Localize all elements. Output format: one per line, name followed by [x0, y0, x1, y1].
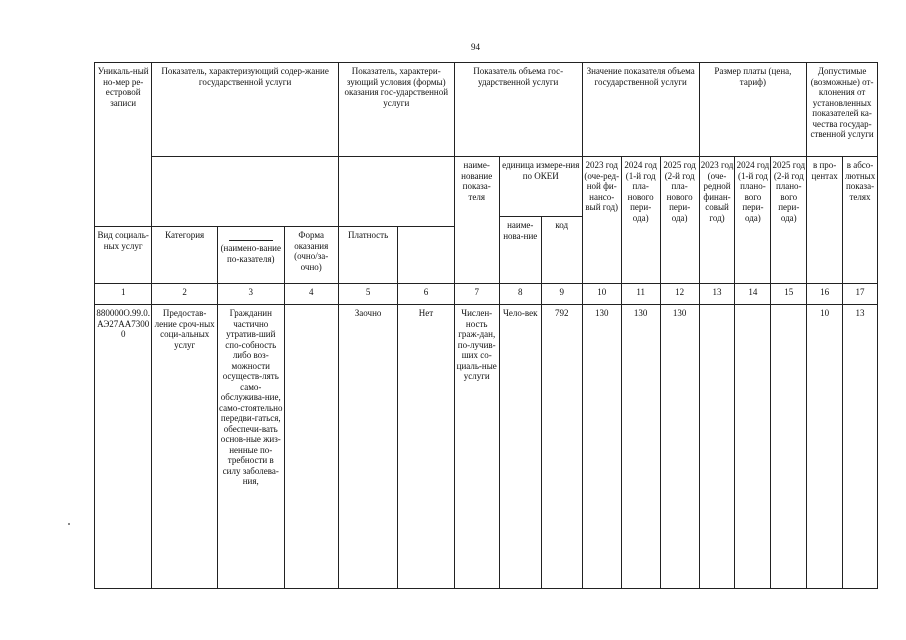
- header-fee-2024: 2024 год (1-й год плано-вого пери-ода): [735, 157, 771, 284]
- fee-2024-cell: [735, 305, 771, 589]
- header-indicator-name: наиме-нование показа-теля: [454, 157, 499, 284]
- header-deviation-percent: в про-центах: [807, 157, 843, 284]
- column-number: 5: [338, 284, 397, 305]
- payment-cell: Нет: [398, 305, 454, 589]
- column-number: 7: [454, 284, 499, 305]
- indicator-name-cell: Числен-ность граж-дан, по-лучив-ших со-циаль-ные услуги: [454, 305, 499, 589]
- header-conditions-indicator: Показатель, характери-зующий условия (формы) оказания гос-ударственной услуги: [338, 63, 454, 157]
- fee-2023-cell: [699, 305, 735, 589]
- fee-2025-cell: [771, 305, 807, 589]
- service-volume-table: [94, 62, 878, 589]
- service-type-cell: Предостав-ление сроч-ных соци-альных услуг: [152, 305, 218, 589]
- header-volume-value: Значение показателя объема государственной услуги: [582, 63, 699, 157]
- header-conditions-empty: [338, 157, 454, 227]
- column-number: 13: [699, 284, 735, 305]
- column-number: 17: [843, 284, 878, 305]
- okei-code-cell: 792: [541, 305, 582, 589]
- deviation-absolute-cell: 13: [843, 305, 878, 589]
- column-number: 12: [660, 284, 699, 305]
- column-number: 15: [771, 284, 807, 305]
- column-number: 6: [398, 284, 454, 305]
- header-okei-unit: единица измере-ния по ОКЕИ: [499, 157, 582, 217]
- column-number: 9: [541, 284, 582, 305]
- form-cell: Заочно: [338, 305, 397, 589]
- header-volume-indicator: Показатель объема гос-ударственной услуги: [454, 63, 582, 157]
- header-volume-2023: 2023 год (оче-ред-ной фи-нансо-вый год): [582, 157, 621, 284]
- scan-speck: [68, 523, 70, 525]
- blank-indicator-cell: [284, 305, 338, 589]
- header-deviation-absolute: в абсо-лютных показа-телях: [843, 157, 878, 284]
- column-number: 2: [152, 284, 218, 305]
- column-number: 1: [95, 284, 152, 305]
- column-number: 4: [284, 284, 338, 305]
- header-blank-indicator: [217, 227, 284, 284]
- column-number-row: [95, 284, 878, 305]
- header-payment: Платность: [338, 227, 397, 284]
- header-service-type: Вид социаль-ных услуг: [95, 227, 152, 284]
- header-fee-2025: 2025 год (2-й год плано-вого пери-ода): [771, 157, 807, 284]
- header-okei-code: код: [541, 217, 582, 284]
- header-volume-2024: 2024 год (1-й год пла-нового пери-ода): [621, 157, 660, 284]
- column-number: 16: [807, 284, 843, 305]
- header-deviations: Допустимые (возможные) от-клонения от установленных показателей ка-чества государ-ственной услуги: [807, 63, 878, 157]
- header-content-indicator: Показатель, характеризующий содер-жание государственной услуги: [152, 63, 339, 157]
- table-row: [95, 305, 878, 589]
- blank-underline: [229, 230, 273, 241]
- header-row-1: [95, 63, 878, 157]
- registry-number-cell: 880000О.99.0.АЭ27АА73000: [95, 305, 152, 589]
- category-cell: Гражданин частично утратив-ший спо-собность либо воз-можности осуществ-лять само-обслужива-ние, само-стоятельно передви-гаться, обеспечи-вать основ-ные жиз-ненные по-требности в силу заболева-ния,: [217, 305, 284, 589]
- header-fee: Размер платы (цена, тариф): [699, 63, 807, 157]
- header-okei-name: наиме-нова-ние: [499, 217, 541, 284]
- okei-name-cell: Чело-век: [499, 305, 541, 589]
- header-volume-2025: 2025 год (2-й год пла-нового пери-ода): [660, 157, 699, 284]
- header-category: Категория: [152, 227, 218, 284]
- header-blank-name: (наимено-вание по-казателя): [220, 243, 281, 264]
- header-form: Форма оказания (очно/за-очно): [284, 227, 338, 284]
- column-number: 10: [582, 284, 621, 305]
- header-registry-record: Уникаль-ный но-мер ре-естровой записи: [95, 63, 152, 227]
- header-fee-2023: 2023 год (оче-редной финан-совый год): [699, 157, 735, 284]
- column-number: 3: [217, 284, 284, 305]
- volume-2023-cell: 130: [582, 305, 621, 589]
- page-number: 94: [471, 42, 480, 52]
- header-row-2: [95, 157, 878, 217]
- header-content-empty: [152, 157, 339, 227]
- column-number: 14: [735, 284, 771, 305]
- volume-2025-cell: 130: [660, 305, 699, 589]
- column-number: 8: [499, 284, 541, 305]
- deviation-percent-cell: 10: [807, 305, 843, 589]
- volume-2024-cell: 130: [621, 305, 660, 589]
- column-number: 11: [621, 284, 660, 305]
